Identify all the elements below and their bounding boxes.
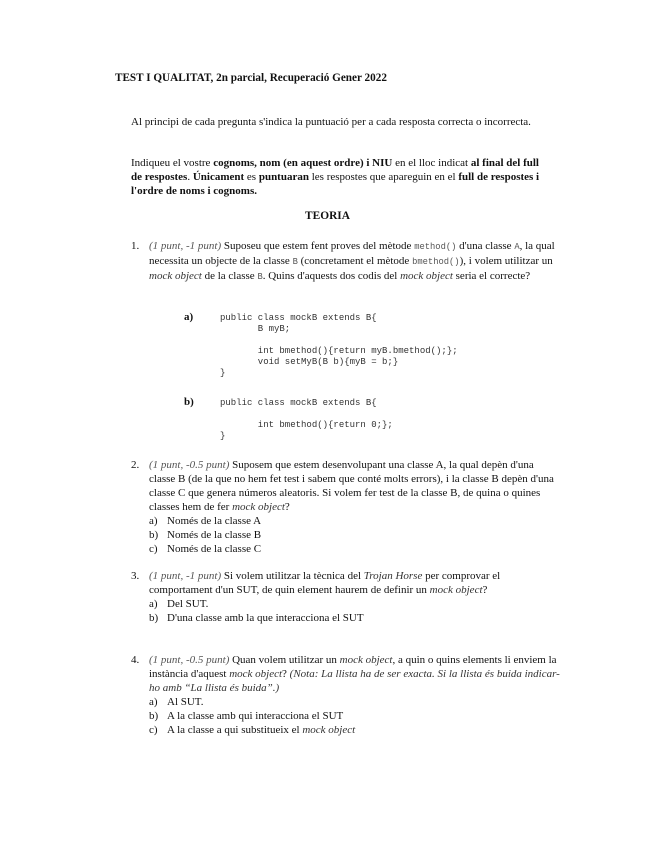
intro-text: en el lloc indicat xyxy=(392,157,471,169)
intro-bold: cognoms, nom (en aquest ordre) i NIU xyxy=(213,157,393,169)
option-letter: a) xyxy=(149,515,158,527)
question-text xyxy=(149,239,561,284)
q-text: , la qual necessita un objecte de la classe xyxy=(149,240,555,267)
option-text: Al SUT. xyxy=(167,696,204,708)
q-text: , a quin o quins elements li enviem la instància d'aquest xyxy=(149,654,557,680)
q-text: ), i volem utilitzar un xyxy=(459,255,553,267)
intro-bold: al final del full de respostes xyxy=(131,157,539,183)
option-text: Del SUT. xyxy=(167,598,209,610)
options-list xyxy=(149,597,561,625)
q-code: B xyxy=(257,272,263,282)
q-italic: mock object xyxy=(429,584,483,596)
option-letter: b) xyxy=(149,612,159,624)
section-title: TEORIA xyxy=(305,210,350,222)
option[interactable] xyxy=(149,528,561,542)
option[interactable] xyxy=(149,611,561,625)
q-text: . Quins d'aquests dos codis del xyxy=(262,270,401,282)
option[interactable] xyxy=(149,723,561,737)
q-code: A xyxy=(514,242,520,252)
question-score: (1 punt, -1 punt) xyxy=(149,240,222,252)
option[interactable] xyxy=(149,597,561,611)
intro-text: . xyxy=(187,171,193,183)
option-letter: b) xyxy=(149,529,159,541)
question-score: (1 punt, -0.5 punt) xyxy=(149,459,230,471)
q-text: (concretament el mètode xyxy=(297,255,413,267)
page-title: TEST I QUALITAT, 2n parcial, Recuperació Gener 2022 xyxy=(115,72,387,84)
question-1 xyxy=(131,239,561,284)
q-italic: mock object xyxy=(400,270,453,282)
option-text: Només de la classe B xyxy=(167,529,262,541)
option-text: Només de la classe A xyxy=(167,515,262,527)
q-italic: Trojan Horse xyxy=(363,570,423,582)
q-code: bmethod() xyxy=(412,257,460,267)
q-text: ? xyxy=(482,584,488,596)
q-text: de la classe xyxy=(201,270,258,282)
q-text: ? xyxy=(282,668,290,680)
q-text: d'una classe xyxy=(456,240,515,252)
intro-paragraph-1: Al principi de cada pregunta s'indica la puntuació per a cada resposta correcta o incorrecta. xyxy=(131,116,531,128)
option-letter: b) xyxy=(149,710,159,722)
options-list xyxy=(149,514,561,556)
q-text: Quan volem utilitzar un xyxy=(229,654,340,666)
option-text: Només de la classe C xyxy=(167,543,262,555)
q-italic: mock object xyxy=(232,501,285,513)
question-number: 1. xyxy=(131,240,140,252)
q-text: Suposeu que estem fent proves del mètode xyxy=(221,240,415,252)
q-italic: mock object xyxy=(339,654,393,666)
option-letter: c) xyxy=(149,724,158,736)
intro-text: les respostes que apareguin en el xyxy=(308,171,459,183)
option[interactable] xyxy=(149,542,561,556)
intro-text: Indiqueu el vostre xyxy=(131,157,214,169)
intro-bold: Únicament xyxy=(192,171,245,183)
question-number: 4. xyxy=(131,654,140,666)
option[interactable] xyxy=(149,709,561,723)
code-block-a: public class mockB extends B{ B myB; int bmethod(){return myB.bmethod();}; void setMyB(B b){myB = b;} } xyxy=(220,313,458,378)
q-italic: mock object xyxy=(229,668,283,680)
question-text xyxy=(149,569,561,597)
question-score: (1 punt, -0.5 punt) xyxy=(149,654,230,666)
option-italic: mock object xyxy=(302,724,356,736)
intro-text: es xyxy=(244,171,259,183)
q-italic: mock object xyxy=(149,270,202,282)
code-b-label: b) xyxy=(184,396,194,408)
option-text: A la classe amb qui interacciona el SUT xyxy=(167,710,344,722)
option-text: D'una classe amb la que interacciona el SUT xyxy=(167,612,364,624)
q-code: B xyxy=(292,257,298,267)
q-text: seria el correcte? xyxy=(452,270,531,282)
question-3 xyxy=(131,569,561,625)
option-text: A la classe a qui substitueix el xyxy=(167,724,303,736)
option-letter: c) xyxy=(149,543,158,555)
question-4 xyxy=(131,653,561,737)
option[interactable] xyxy=(149,514,561,528)
intro-bold: puntuaran xyxy=(258,171,309,183)
option[interactable] xyxy=(149,695,561,709)
code-a-label: a) xyxy=(184,311,194,323)
q-text: per comprovar el comportament d'un SUT, de quin element haurem de definir un xyxy=(149,570,501,596)
q-code: method() xyxy=(414,242,457,252)
q-text: Si volem utilitzar la tècnica del xyxy=(221,570,364,582)
q-text: Suposem que estem desenvolupant una classe A, la qual depèn d'una classe B (de la que no hem fet test i sabem que conté molts errors), i la classe B depèn d'una classe C que genera números aleatoris. Si volem fer test de la classe B, de quina o quines classes hem de fer xyxy=(149,459,554,513)
option-letter: a) xyxy=(149,598,158,610)
question-text xyxy=(149,458,561,514)
question-number: 2. xyxy=(131,459,140,471)
question-number: 3. xyxy=(131,570,140,582)
question-note: (Nota: La llista ha de ser exacta. Si la llista és buida indicar-ho amb “La llista és buida”.) xyxy=(149,668,560,694)
intro-bold: full de respostes i l'ordre de noms i cognoms. xyxy=(131,171,540,197)
question-score: (1 punt, -1 punt) xyxy=(149,570,222,582)
option-letter: a) xyxy=(149,696,158,708)
code-block-b: public class mockB extends B{ int bmethod(){return 0;}; } xyxy=(220,398,393,441)
question-text xyxy=(149,653,561,695)
options-list xyxy=(149,695,561,737)
question-2 xyxy=(131,458,561,556)
intro-paragraph-2 xyxy=(131,156,551,198)
q-text: ? xyxy=(284,501,290,513)
